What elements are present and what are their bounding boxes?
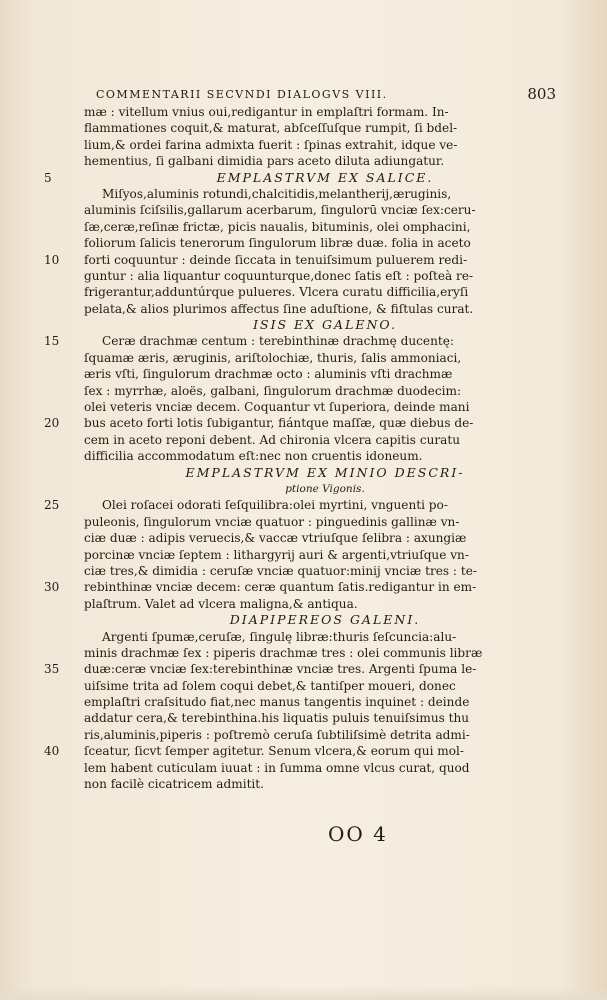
line-text: Olei roſacei odorati ſeſquilibra:olei myrtini, vnguenti po- (102, 498, 448, 513)
line-text: Argenti ſpumæ,ceruſæ, ſingulę libræ:thuris ſeſcuncia:alu- (102, 629, 457, 644)
body-text (44, 104, 566, 792)
line-text: cem in aceto reponi debent. Ad chironia vlcera capitis curatu (84, 432, 461, 447)
line-text: guntur : alia liquantur coquunturque,donec ſatis eſt : poſteà re- (84, 268, 474, 283)
text-line (84, 284, 566, 300)
text-line (44, 415, 566, 431)
section-heading (84, 317, 566, 333)
line-text: hementius, ſi galbani dimidia pars aceto diluta adiungatur. (84, 154, 445, 169)
line-text: foliorum ſalicis tenerorum ſingulorum libræ duæ. folia in aceto (84, 236, 471, 251)
line-number: 35 (44, 662, 60, 677)
line-text: ciæ duæ : adipis veruecis,& vaccæ vtriuſque ſelibra : axungiæ (84, 531, 467, 546)
text-line (84, 120, 566, 136)
line-text: uiſsime trita ad ſolem coqui debet,& tantiſper moueri, donec (84, 678, 456, 693)
line-text: duæ:ceræ vnciæ ſex:terebinthinæ vnciæ tres. Argenti ſpuma le- (84, 662, 477, 677)
page-edge (0, 986, 607, 1000)
page-number: 803 (527, 85, 556, 103)
line-number: 10 (44, 252, 60, 267)
line-number: 30 (44, 580, 60, 595)
line-text: Ceræ drachmæ centum : terebinthinæ drachmę ducentę: (102, 334, 454, 349)
text-line (84, 268, 566, 284)
text-line (84, 596, 566, 612)
text-line (44, 252, 566, 268)
line-text: lem habent cuticulam iuuat : in ſumma omne vlcus curat, quod (84, 760, 470, 775)
line-text: rebinthinæ vnciæ decem: ceræ quantum ſatis.redigantur in em- (84, 580, 477, 595)
text-line (84, 448, 566, 464)
line-text: flammationes coquit,& maturat, abſceſſuſque rumpit, ſi bdel- (84, 121, 458, 136)
line-number: 20 (44, 416, 60, 431)
text-line (44, 497, 566, 513)
text-line (84, 645, 566, 661)
text-line (84, 235, 566, 251)
text-line (44, 333, 566, 349)
line-text: pelata,& alios plurimos affectus ſine aduſtione, & fiſtulas curat. (84, 301, 474, 316)
line-text: puleonis, ſingulorum vnciæ quatuor : pinguedinis gallinæ vn- (84, 514, 460, 529)
line-text: ciæ tres,& dimidia : ceruſæ vnciæ quatuor:minij vnciæ tres : te- (84, 563, 477, 578)
line-text: Miſyos,aluminis rotundi,chalcitidis,melantherij,æruginis, (102, 186, 452, 201)
text-line (84, 301, 566, 317)
line-text: non facilè cicatricem admitit. (84, 777, 264, 792)
line-text: æris vſti, ſingulorum drachmæ octo : aluminis vſti drachmæ (84, 367, 453, 382)
line-text: ſæ,ceræ,reſinæ frictæ, picis naualis, bituminis, olei omphacini, (84, 219, 471, 234)
line-number: 25 (44, 498, 60, 513)
line-text: forti coquuntur : deinde ſiccata in tenuiſsimum puluerem redi- (84, 252, 468, 267)
text-line (84, 710, 566, 726)
running-title: COMMENTARII SECVNDI DIALOGVS VIII. (96, 88, 388, 101)
text-line (84, 219, 566, 235)
line-text: ptione Vigonis. (285, 482, 365, 495)
text-line (84, 727, 566, 743)
text-line (84, 563, 566, 579)
line-text: ſex : myrrhæ, aloës, galbani, ſingulorum drachmæ duodecim: (84, 383, 462, 398)
text-line (84, 629, 566, 645)
text-line (84, 530, 566, 546)
line-text: ris,aluminis,piperis : poſtremò ceruſa ſubtiliſsimè detrita admi- (84, 727, 470, 742)
text-line (84, 678, 566, 694)
line-text: bus aceto forti lotis ſubigantur, fiántque maſſæ, quæ diebus de- (84, 416, 474, 431)
line-text: minis drachmæ ſex : piperis drachmæ tres : olei communis libræ (84, 645, 483, 660)
text-line (84, 350, 566, 366)
text-line (84, 202, 566, 218)
text-line (84, 186, 566, 202)
text-line (84, 366, 566, 382)
section-heading (44, 169, 566, 186)
line-text: EMPLASTRVM EX MINIO DESCRI- (185, 464, 465, 480)
line-text: olei veteris vnciæ decem. Coquantur vt ſuperiora, deinde mani (84, 400, 470, 415)
signature-mark: OO 4 (328, 822, 388, 846)
text-line (84, 547, 566, 563)
text-line (44, 743, 566, 759)
text-line (84, 514, 566, 530)
line-number: 5 (44, 170, 52, 185)
line-text: ISIS EX GALENO. (253, 317, 397, 333)
section-subheading (84, 481, 566, 497)
text-line (84, 432, 566, 448)
text-line (84, 153, 566, 169)
text-line (84, 104, 566, 120)
text-line (84, 760, 566, 776)
line-text: DIAPIPEREOS GALENI. (229, 612, 421, 628)
line-text: lium,& ordei farina admixta fuerit : ſpinas extrahit, idque ve- (84, 137, 458, 152)
line-text: plaſtrum. Valet ad vlcera maligna,& antiqua. (84, 596, 358, 611)
line-text: difficilia accommodatum eſt:nec non cruentis idoneum. (84, 449, 423, 464)
text-line (84, 383, 566, 399)
section-heading (84, 612, 566, 628)
text-line (44, 661, 566, 677)
line-text: frigerantur,adduntúrque pulueres. Vlcera curatu difficilia,eryſi (84, 285, 469, 300)
text-line (84, 137, 566, 153)
text-line (84, 399, 566, 415)
line-text: ſquamæ æris, æruginis, ariſtolochiæ, thuris, ſalis ammoniaci, (84, 350, 462, 365)
line-text: EMPLASTRVM EX SALICE. (216, 169, 434, 185)
section-heading (84, 465, 566, 481)
line-text: addatur cera,& terebinthina.his liquatis puluis tenuiſsimus thu (84, 711, 470, 726)
line-text: porcinæ vnciæ ſeptem : lithargyrij auri & argenti,vtriuſque vn- (84, 547, 469, 562)
text-line (84, 776, 566, 792)
line-text: ſceatur, ſicvt ſemper agitetur. Senum vlcera,& eorum qui mol- (84, 744, 464, 759)
text-line (84, 694, 566, 710)
running-header (96, 85, 556, 103)
line-number: 15 (44, 334, 60, 349)
line-text: emplaſtri craſsitudo fiat,nec manus tangentis inquinet : deinde (84, 695, 470, 710)
text-line (44, 579, 566, 595)
line-text: mæ : vitellum vnius oui,redigantur in emplaſtri formam. In- (84, 105, 449, 119)
line-number: 40 (44, 744, 60, 759)
line-text: aluminis ſciſsilis,gallarum acerbarum, ſingulorū vnciæ ſex:ceru- (84, 203, 476, 218)
